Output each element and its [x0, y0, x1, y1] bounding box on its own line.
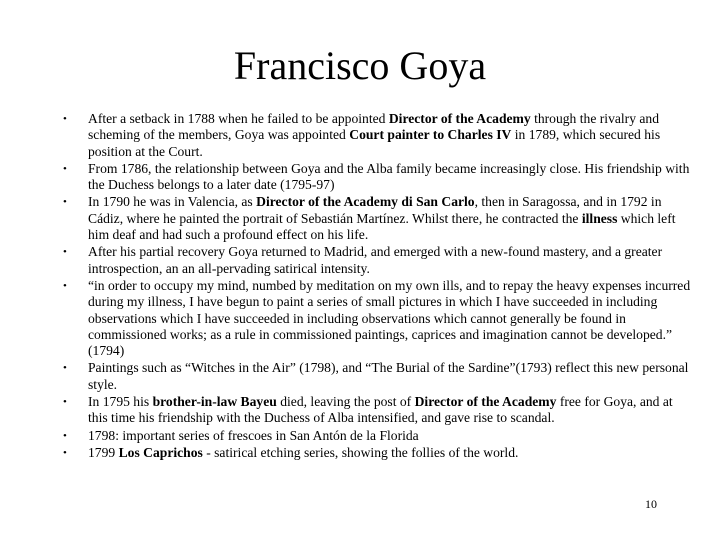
bullet-text: After a setback in 1788 when he failed to be appointed — [88, 111, 389, 126]
page-number: 10 — [645, 497, 657, 511]
bullet-text: free for Goya, and at this time his friendship with the Duchess of Alba intensified, and gave rise to scandal. — [88, 394, 673, 426]
bullet-text-bold: Director of the Academy — [388, 111, 531, 126]
bullet-text-bold: illness — [581, 210, 618, 226]
bullet-dot-icon: • — [63, 429, 67, 442]
bullet-text: 1798: important series of frescoes in San Antón de la Florida — [88, 427, 419, 443]
bullet-text: through the rivalry and scheming of the members, Goya was appointed — [88, 111, 660, 143]
bullet-text: , then in Saragossa, and in 1792 in Cádiz, where he painted the portrait of Sebastián Martínez. Whilst there, he contracted the — [88, 194, 662, 226]
bullet-text: “in order to occupy my mind, numbed by meditation on my own ills, and to repay the heavy expenses incurred during my illness, I have begun to paint a series of small pictures in which I have succeeded in including observations which I have succeeded in including observations which cannot generally be found in commissioned works; as a rule in commissioned paintings, caprices and imagination cannot be developed.” (1794) — [88, 277, 691, 359]
bullet-item — [63, 427, 692, 444]
bullet-dot-icon: • — [63, 246, 67, 259]
bullet-dot-icon: • — [63, 396, 67, 409]
bullet-item — [63, 444, 692, 461]
bullet-text: From 1786, the relationship between Goya and the Alba family became increasingly close. His friendship with the Duchess belongs to a later date (1795-97) — [88, 160, 690, 193]
bullet-text: Paintings such as “Witches in the Air” (1798), and “The Burial of the Sardine”(1793) reflect this new personal style. — [88, 360, 689, 392]
bullet-text: died, leaving the post of — [276, 394, 415, 410]
bullet-list — [63, 111, 692, 462]
slide-title: Francisco Goya — [233, 43, 487, 88]
bullet-text: After his partial recovery Goya returned to Madrid, and emerged with a new-found mastery, and a greater introspection, an an all-pervading satirical intensity. — [88, 244, 663, 276]
bullet-text-bold: Court painter to Charles IV — [349, 127, 512, 143]
bullet-text-bold: Los Caprichos — [118, 444, 203, 460]
bullet-item — [63, 244, 692, 277]
bullet-text: in 1789, which secured his position at the Court. — [88, 127, 661, 159]
bullet-dot-icon: • — [63, 279, 67, 292]
bullet-text-bold: brother-in-law Bayeu — [152, 394, 277, 410]
bullet-text: In 1795 his — [88, 394, 153, 410]
bullet-item — [63, 194, 692, 243]
bullet-text: 1799 — [88, 444, 119, 460]
bullet-text-bold: Director of the Academy — [414, 394, 557, 410]
bullet-item — [63, 360, 692, 393]
bullet-dot-icon: • — [63, 162, 67, 175]
bullet-item — [63, 394, 692, 427]
bullet-text: - satirical etching series, showing the follies of the world. — [202, 444, 519, 460]
bullet-text: which left him deaf and had such a profound effect on his life. — [88, 210, 676, 243]
bullet-item — [63, 277, 692, 359]
bullet-text: In 1790 he was in Valencia, as — [88, 194, 257, 210]
bullet-dot-icon: • — [63, 113, 67, 125]
bullet-dot-icon: • — [63, 196, 67, 209]
bullet-dot-icon: • — [63, 362, 67, 375]
bullet-dot-icon: • — [63, 446, 67, 459]
bullet-item — [63, 160, 692, 194]
bullet-item — [63, 111, 692, 160]
bullet-text-bold: Director of the Academy di San Carlo — [256, 194, 475, 210]
